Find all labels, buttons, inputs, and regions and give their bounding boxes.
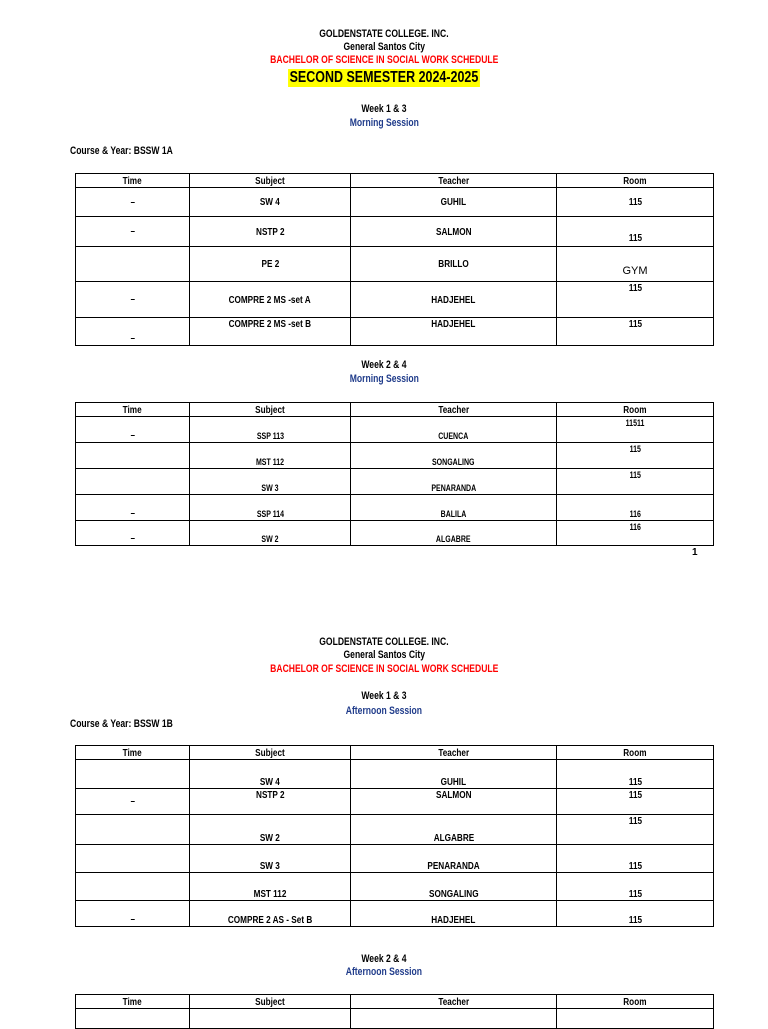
room-cell: 115 bbox=[557, 217, 714, 247]
subject-cell: SW 3 bbox=[190, 845, 351, 873]
teacher-cell: SONGALING bbox=[351, 873, 557, 901]
time-cell: – bbox=[76, 282, 190, 318]
teacher-cell: GUHIL bbox=[351, 188, 557, 217]
subject-cell: PE 2 bbox=[190, 247, 351, 282]
teacher-cell: SALMON bbox=[351, 789, 557, 815]
teacher-cell: SONGALING bbox=[351, 443, 557, 469]
teacher-cell: HADJEHEL bbox=[351, 318, 557, 346]
time-cell bbox=[76, 760, 190, 789]
table-row bbox=[76, 845, 714, 873]
room-cell: 115 bbox=[557, 282, 714, 318]
time-cell bbox=[76, 247, 190, 282]
time-cell bbox=[76, 873, 190, 901]
session-label: Afternoon Session bbox=[345, 705, 423, 717]
table-row bbox=[76, 901, 714, 927]
week-label: Week 1 & 3 bbox=[361, 103, 407, 115]
college-city: General Santos City bbox=[343, 41, 425, 53]
table-row bbox=[76, 495, 714, 521]
room-cell: 116 bbox=[557, 521, 714, 546]
room-cell: 115 bbox=[557, 469, 714, 495]
header-subject: Subject bbox=[190, 174, 351, 188]
room-cell: 115 bbox=[557, 443, 714, 469]
subject-cell: COMPRE 2 AS - Set B bbox=[190, 901, 351, 927]
header-room: Room bbox=[557, 174, 714, 188]
table-row bbox=[76, 318, 714, 346]
table-row bbox=[76, 217, 714, 247]
room-cell: 115 bbox=[557, 845, 714, 873]
subject-cell: SW 2 bbox=[190, 815, 351, 845]
program-title: BACHELOR OF SCIENCE IN SOCIAL WORK SCHEDULE bbox=[269, 663, 499, 675]
subject-cell: COMPRE 2 MS -set A bbox=[190, 282, 351, 318]
page-number: 1 bbox=[692, 547, 698, 558]
table-row bbox=[76, 521, 714, 546]
room-cell: 116 bbox=[557, 495, 714, 521]
week-label: Week 2 & 4 bbox=[361, 953, 407, 965]
room-cell: 115 bbox=[557, 188, 714, 217]
semester-title: SECOND SEMESTER 2024-2025 bbox=[289, 69, 479, 86]
teacher-cell: CUENCA bbox=[351, 417, 557, 443]
teacher-cell: HADJEHEL bbox=[351, 901, 557, 927]
table-row bbox=[76, 760, 714, 789]
session-label: Morning Session bbox=[349, 373, 419, 385]
header-subject: Subject bbox=[190, 995, 351, 1009]
table-row bbox=[76, 417, 714, 443]
time-cell bbox=[76, 1009, 190, 1029]
header-teacher: Teacher bbox=[351, 403, 557, 417]
teacher-cell: SALMON bbox=[351, 217, 557, 247]
table-row bbox=[76, 188, 714, 217]
table-row bbox=[76, 815, 714, 845]
teacher-cell: HADJEHEL bbox=[351, 282, 557, 318]
header-teacher: Teacher bbox=[351, 174, 557, 188]
schedule-table-1a-week24 bbox=[75, 402, 714, 546]
subject-cell: SW 3 bbox=[190, 469, 351, 495]
room-cell: GYM bbox=[557, 247, 714, 282]
subject-cell: NSTP 2 bbox=[190, 217, 351, 247]
header-time: Time bbox=[76, 746, 190, 760]
time-cell: – bbox=[76, 318, 190, 346]
subject-cell: MST 112 bbox=[190, 443, 351, 469]
teacher-cell: BALILA bbox=[351, 495, 557, 521]
room-cell: 115 bbox=[557, 318, 714, 346]
schedule-table-1a-week13 bbox=[75, 173, 714, 346]
subject-cell: MST 112 bbox=[190, 873, 351, 901]
time-cell bbox=[76, 845, 190, 873]
table-row bbox=[76, 873, 714, 901]
room-cell bbox=[557, 1009, 714, 1029]
teacher-cell: ALGABRE bbox=[351, 521, 557, 546]
header-subject: Subject bbox=[190, 746, 351, 760]
teacher-cell: BRILLO bbox=[351, 247, 557, 282]
header-time: Time bbox=[76, 174, 190, 188]
table-row bbox=[76, 443, 714, 469]
time-cell: – bbox=[76, 521, 190, 546]
time-cell: – bbox=[76, 495, 190, 521]
time-cell: – bbox=[76, 417, 190, 443]
time-cell bbox=[76, 815, 190, 845]
header-room: Room bbox=[557, 995, 714, 1009]
subject-cell: SW 4 bbox=[190, 760, 351, 789]
week-label: Week 2 & 4 bbox=[361, 359, 407, 371]
header-time: Time bbox=[76, 403, 190, 417]
teacher-cell: PENARANDA bbox=[351, 845, 557, 873]
subject-cell: SSP 113 bbox=[190, 417, 351, 443]
program-title: BACHELOR OF SCIENCE IN SOCIAL WORK SCHEDULE bbox=[269, 54, 499, 66]
course-year-label: Course & Year: BSSW 1A bbox=[70, 145, 173, 157]
header-room: Room bbox=[557, 403, 714, 417]
room-cell: 115 bbox=[557, 815, 714, 845]
table-row bbox=[76, 247, 714, 282]
subject-cell: NSTP 2 bbox=[190, 789, 351, 815]
time-cell bbox=[76, 469, 190, 495]
room-cell: 115 bbox=[557, 901, 714, 927]
table-row bbox=[76, 282, 714, 318]
schedule-table-1b-week13 bbox=[75, 745, 714, 927]
college-name: GOLDENSTATE COLLEGE. INC. bbox=[319, 636, 449, 648]
header-time: Time bbox=[76, 995, 190, 1009]
room-cell: 11511 bbox=[557, 417, 714, 443]
header-teacher: Teacher bbox=[351, 746, 557, 760]
subject-cell: SSP 114 bbox=[190, 495, 351, 521]
table-row bbox=[76, 789, 714, 815]
teacher-cell: ALGABRE bbox=[351, 815, 557, 845]
college-name: GOLDENSTATE COLLEGE. INC. bbox=[319, 28, 449, 40]
teacher-cell: GUHIL bbox=[351, 760, 557, 789]
teacher-cell: PENARANDA bbox=[351, 469, 557, 495]
time-cell: – bbox=[76, 789, 190, 815]
subject-cell: COMPRE 2 MS -set B bbox=[190, 318, 351, 346]
time-cell: – bbox=[76, 901, 190, 927]
time-cell bbox=[76, 443, 190, 469]
room-cell: 115 bbox=[557, 873, 714, 901]
college-city: General Santos City bbox=[343, 649, 425, 661]
time-cell: – bbox=[76, 188, 190, 217]
subject-cell: SW 2 bbox=[190, 521, 351, 546]
time-cell: – bbox=[76, 217, 190, 247]
subject-cell bbox=[190, 1009, 351, 1029]
course-year-label: Course & Year: BSSW 1B bbox=[70, 718, 173, 730]
teacher-cell bbox=[351, 1009, 557, 1029]
room-cell: 115 bbox=[557, 760, 714, 789]
subject-cell: SW 4 bbox=[190, 188, 351, 217]
table-row bbox=[76, 469, 714, 495]
table-row bbox=[76, 1009, 714, 1029]
header-teacher: Teacher bbox=[351, 995, 557, 1009]
header-subject: Subject bbox=[190, 403, 351, 417]
week-label: Week 1 & 3 bbox=[361, 690, 407, 702]
header-room: Room bbox=[557, 746, 714, 760]
session-label: Morning Session bbox=[349, 117, 419, 129]
session-label: Afternoon Session bbox=[345, 966, 423, 978]
room-cell: 115 bbox=[557, 789, 714, 815]
